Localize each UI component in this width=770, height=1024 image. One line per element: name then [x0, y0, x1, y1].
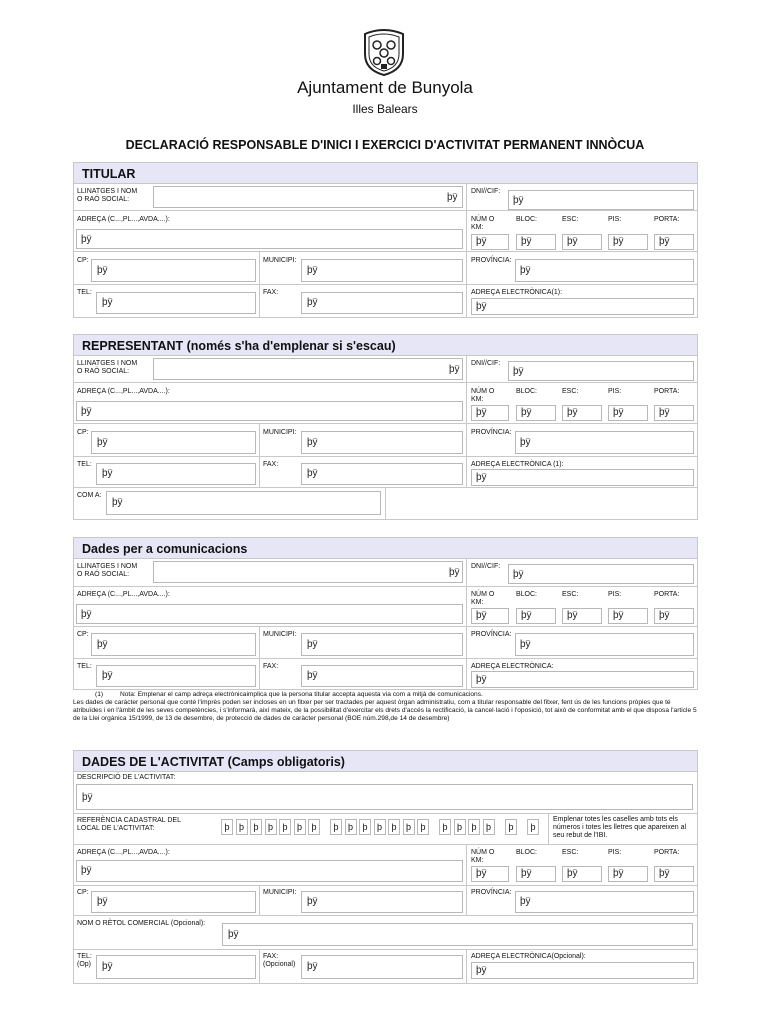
act-esc-label: ESC:: [562, 849, 579, 856]
rep-municipi-input[interactable]: [301, 431, 463, 454]
rep-rao-label: O RAÓ SOCIAL:: [77, 368, 130, 375]
titular-dni-input[interactable]: [508, 190, 694, 210]
rep-fax-value: þÿ: [307, 468, 318, 479]
rep-email-value: þÿ: [476, 472, 487, 483]
rep-cp-label: CP:: [77, 429, 89, 436]
com-tel-value: þÿ: [102, 670, 113, 681]
com-km-label: KM:: [471, 599, 484, 606]
rep-adreca-input[interactable]: [76, 401, 463, 421]
cadastral-char-box-15[interactable]: þ: [439, 819, 451, 835]
com-rao-label: O RAÓ SOCIAL:: [77, 571, 130, 578]
rep-municipi-value: þÿ: [307, 437, 318, 448]
rep-dni-label: DNI//CIF:: [471, 360, 501, 367]
titular-fax-value: þÿ: [307, 297, 318, 308]
rep-com-a-value: þÿ: [112, 497, 123, 508]
cadastral-char-box-17[interactable]: þ: [468, 819, 480, 835]
rep-name-value: þÿ: [449, 364, 460, 375]
rep-municipi-label: MUNICIPI:: [263, 429, 297, 436]
act-fax-input[interactable]: [301, 955, 463, 979]
titular-pis-value: þÿ: [613, 236, 624, 247]
titular-tel-value: þÿ: [102, 297, 113, 308]
titular-pis-label: PIS:: [608, 216, 622, 223]
cadastral-char-box-18[interactable]: þ: [483, 819, 495, 835]
comunicacions-header: [73, 537, 698, 559]
rep-esc-value: þÿ: [567, 407, 578, 418]
rep-email-input[interactable]: [471, 469, 694, 486]
act-porta-value: þÿ: [659, 868, 670, 879]
rep-provincia-label: PROVÍNCIA:: [471, 429, 512, 436]
act-municipi-value: þÿ: [307, 896, 318, 907]
com-porta-label: PORTA:: [654, 591, 680, 598]
com-porta-value: þÿ: [659, 610, 670, 621]
cadastral-char-box-6[interactable]: þ: [294, 819, 306, 835]
nom-retol-input[interactable]: [222, 923, 693, 946]
rep-fax-input[interactable]: [301, 463, 463, 485]
rep-dni-input[interactable]: [508, 361, 694, 381]
rep-com-a-input[interactable]: [106, 491, 381, 515]
titular-km-label: KM:: [471, 224, 484, 231]
rep-llinatges-label: LLINATGES I NOM: [77, 360, 138, 367]
com-dni-label: DNI//CIF:: [471, 563, 501, 570]
com-esc-label: ESC:: [562, 591, 579, 598]
note-number: (1): [95, 691, 104, 698]
com-provincia-value: þÿ: [520, 639, 531, 650]
rep-pis-label: PIS:: [608, 388, 622, 395]
act-tel-op-label: (Op): [77, 961, 91, 968]
com-email-input[interactable]: [471, 671, 694, 688]
com-tel-input[interactable]: [96, 665, 256, 687]
titular-email-input[interactable]: [471, 298, 694, 315]
note-text: Nota: Emplenar el camp adreça electrònicaimplica que la persona titular accepta aquesta via com a mitjà de comunicacions.: [120, 691, 483, 698]
act-municipi-label: MUNICIPI:: [263, 889, 297, 896]
titular-porta-label: PORTA:: [654, 216, 680, 223]
titular-municipi-value: þÿ: [307, 265, 318, 276]
com-pis-value: þÿ: [613, 610, 624, 621]
com-adreca-value: þÿ: [81, 609, 92, 620]
cadastral-char-box-11[interactable]: þ: [374, 819, 386, 835]
titular-name-input[interactable]: [153, 186, 463, 208]
act-esc-value: þÿ: [567, 868, 578, 879]
titular-num-value: þÿ: [476, 236, 487, 247]
municipality-name: Ajuntament de Bunyola: [297, 78, 473, 97]
act-adreca-value: þÿ: [81, 865, 92, 876]
titular-cp-label: CP:: [77, 257, 89, 264]
com-municipi-value: þÿ: [307, 639, 318, 650]
com-dni-value: þÿ: [513, 569, 524, 580]
titular-adreca-input[interactable]: [76, 229, 463, 249]
act-km-label: KM:: [471, 857, 484, 864]
activitat-header: [73, 750, 698, 772]
titular-email-value: þÿ: [476, 301, 487, 312]
cadastral-char-box-13[interactable]: þ: [403, 819, 415, 835]
cadastral-hint: Emplenar totes les caselles amb tots els números i totes les lletres que apareixen al seu rebut de l'IBI.: [553, 816, 687, 839]
descripcio-label: DESCRIPCIÓ DE L'ACTIVITAT:: [77, 774, 176, 781]
municipal-seal-logo: [361, 28, 407, 76]
act-provincia-label: PROVÍNCIA:: [471, 889, 512, 896]
com-bloc-label: BLOC:: [516, 591, 538, 598]
rep-cp-input[interactable]: [91, 431, 256, 454]
cadastral-char-box-7[interactable]: þ: [308, 819, 320, 835]
titular-tel-input[interactable]: [96, 292, 256, 314]
rep-email-label: ADREÇA ELECTRÒNICA (1):: [471, 461, 564, 468]
titular-fax-input[interactable]: [301, 292, 463, 314]
cadastral-char-box-16[interactable]: þ: [454, 819, 466, 835]
act-tel-value: þÿ: [102, 961, 113, 972]
act-fax-label: FAX:: [263, 953, 279, 960]
titular-llinatges-label: LLINATGES I NOM: [77, 188, 138, 195]
nom-retol-label: NOM O RÈTOL COMERCIAL (Opcional):: [77, 920, 206, 927]
com-adreca-label: ADREÇA (C...,PL...,AVDA....):: [77, 591, 170, 598]
act-municipi-input[interactable]: [301, 891, 463, 913]
rep-tel-label: TEL:: [77, 461, 92, 468]
rep-adreca-label: ADREÇA (C...,PL...,AVDA....):: [77, 388, 170, 395]
titular-provincia-value: þÿ: [520, 265, 531, 276]
act-tel-input[interactable]: [96, 955, 256, 979]
act-bloc-value: þÿ: [521, 868, 532, 879]
act-cp-value: þÿ: [97, 896, 108, 907]
act-provincia-value: þÿ: [520, 896, 531, 907]
ref-cad-label-2: LOCAL DE L'ACTIVITAT:: [77, 825, 155, 832]
act-adreca-label: ADREÇA (C...,PL...,AVDA....):: [77, 849, 170, 856]
titular-bloc-label: BLOC:: [516, 216, 538, 223]
cadastral-char-box-19[interactable]: þ: [505, 819, 517, 835]
page-title: DECLARACIÓ RESPONSABLE D'INICI I EXERCICI D'ACTIVITAT PERMANENT INNÒCUA: [125, 138, 645, 152]
cadastral-char-box-14[interactable]: þ: [417, 819, 429, 835]
titular-adreca-value: þÿ: [81, 234, 92, 245]
rep-provincia-input[interactable]: [515, 431, 694, 454]
com-cp-label: CP:: [77, 631, 89, 638]
act-bloc-label: BLOC:: [516, 849, 538, 856]
titular-esc-value: þÿ: [567, 236, 578, 247]
com-municipi-label: MUNICIPI:: [263, 631, 297, 638]
rep-bloc-value: þÿ: [521, 407, 532, 418]
cadastral-char-box-4[interactable]: þ: [265, 819, 277, 835]
com-name-input[interactable]: [153, 561, 463, 583]
cadastral-char-box-12[interactable]: þ: [388, 819, 400, 835]
cadastral-char-box-10[interactable]: þ: [359, 819, 371, 835]
titular-porta-value: þÿ: [659, 236, 670, 247]
titular-municipi-label: MUNICIPI:: [263, 257, 297, 264]
representant-heading: REPRESENTANT (només s'ha d'emplenar si s'escau): [82, 339, 396, 353]
titular-provincia-input[interactable]: [515, 259, 694, 282]
com-fax-label: FAX:: [263, 663, 279, 670]
activitat-heading: DADES DE L'ACTIVITAT (Camps obligatoris): [82, 755, 345, 769]
act-tel-label: TEL:: [77, 953, 92, 960]
com-esc-value: þÿ: [567, 610, 578, 621]
region-name: Illes Balears: [352, 102, 418, 116]
cadastral-char-box-5[interactable]: þ: [279, 819, 291, 835]
com-num-value: þÿ: [476, 610, 487, 621]
titular-tel-label: TEL:: [77, 289, 92, 296]
cadastral-char-box-8[interactable]: þ: [330, 819, 342, 835]
rep-tel-input[interactable]: [96, 463, 256, 485]
rep-cp-value: þÿ: [97, 437, 108, 448]
privacy-text: Les dades de caràcter personal que conté l'imprès poden ser incloses en un fitxer per ser tractades per aquest òrgan administratiu, com a titular responsable del fitxer, fent ús de les funcions pròpies que té atribuïdes i en l'àmbit de les seves competències, i s'informarà, així mateix, de la possibilitat d'exercitar els drets d'accés la rectificació, la cancel·lació i l'oposició, tot això de conformitat amb el que disposa l'article 5 de la Llei orgànica 15/1999, de 13 de desembre, de protecció de dades de caràcter personal (BOE núm.298,de 14 de desembre): [73, 699, 697, 722]
com-email-label: ADREÇA ELECTRÒNICA:: [471, 663, 554, 670]
titular-cp-value: þÿ: [97, 265, 108, 276]
titular-dni-label: DNI//CIF:: [471, 188, 501, 195]
titular-fax-label: FAX:: [263, 289, 279, 296]
com-dni-input[interactable]: [508, 564, 694, 584]
com-llinatges-label: LLINATGES I NOM: [77, 563, 138, 570]
act-num-value: þÿ: [476, 868, 487, 879]
com-adreca-input[interactable]: [76, 604, 463, 624]
act-email-label: ADREÇA ELECTRÒNICA(Opcional):: [471, 953, 586, 960]
cadastral-char-box-9[interactable]: þ: [345, 819, 357, 835]
act-cp-label: CP:: [77, 889, 89, 896]
titular-dni-value: þÿ: [513, 195, 524, 206]
com-num-label: NÚM O: [471, 591, 495, 598]
com-email-value: þÿ: [476, 674, 487, 685]
rep-fax-label: FAX:: [263, 461, 279, 468]
act-porta-label: PORTA:: [654, 849, 680, 856]
titular-adreca-label: ADREÇA (C...,PL...,AVDA....):: [77, 216, 170, 223]
comunicacions-heading: Dades per a comunicacions: [82, 542, 248, 556]
com-pis-label: PIS:: [608, 591, 622, 598]
com-provincia-input[interactable]: [515, 633, 694, 656]
titular-heading: TITULAR: [82, 167, 136, 181]
rep-esc-label: ESC:: [562, 388, 579, 395]
com-cp-input[interactable]: [91, 633, 256, 656]
rep-bloc-label: BLOC:: [516, 388, 538, 395]
titular-bloc-value: þÿ: [521, 236, 532, 247]
rep-porta-value: þÿ: [659, 407, 670, 418]
rep-adreca-value: þÿ: [81, 406, 92, 417]
descripcio-input[interactable]: [76, 784, 693, 810]
titular-cp-input[interactable]: [91, 259, 256, 282]
rep-provincia-value: þÿ: [520, 437, 531, 448]
act-fax-value: þÿ: [307, 961, 318, 972]
titular-name-value: þÿ: [447, 192, 458, 203]
com-municipi-input[interactable]: [301, 633, 463, 656]
rep-num-value: þÿ: [476, 407, 487, 418]
rep-tel-value: þÿ: [102, 468, 113, 479]
rep-km-label: KM:: [471, 396, 484, 403]
act-fax-op-label: (Opcional): [263, 961, 296, 968]
act-num-label: NÚM O: [471, 849, 495, 856]
ref-cad-label-1: REFERÈNCIA CADASTRAL DEL: [77, 817, 181, 824]
com-fax-value: þÿ: [307, 670, 318, 681]
rep-pis-value: þÿ: [613, 407, 624, 418]
act-provincia-input[interactable]: [515, 891, 694, 913]
com-tel-label: TEL:: [77, 663, 92, 670]
nom-retol-value: þÿ: [228, 929, 239, 940]
titular-municipi-input[interactable]: [301, 259, 463, 282]
cadastral-char-box-2[interactable]: þ: [236, 819, 248, 835]
cadastral-char-box-3[interactable]: þ: [250, 819, 262, 835]
representant-header: [73, 334, 698, 356]
com-provincia-label: PROVÍNCIA:: [471, 631, 512, 638]
act-adreca-input[interactable]: [76, 860, 463, 882]
rep-porta-label: PORTA:: [654, 388, 680, 395]
titular-esc-label: ESC:: [562, 216, 579, 223]
cadastral-char-box-20[interactable]: þ: [527, 819, 539, 835]
titular-rao-label: O RAÓ SOCIAL:: [77, 196, 130, 203]
rep-com-a-label: COM A:: [77, 492, 102, 499]
com-bloc-value: þÿ: [521, 610, 532, 621]
titular-num-label: NÚM O: [471, 216, 495, 223]
rep-name-input[interactable]: [153, 358, 463, 380]
act-pis-value: þÿ: [613, 868, 624, 879]
act-email-input[interactable]: [471, 962, 694, 979]
com-fax-input[interactable]: [301, 665, 463, 687]
act-pis-label: PIS:: [608, 849, 622, 856]
act-email-value: þÿ: [476, 965, 487, 976]
descripcio-value: þÿ: [82, 792, 93, 803]
titular-email-label: ADREÇA ELECTRÒNICA(1):: [471, 289, 563, 296]
com-name-value: þÿ: [449, 567, 460, 578]
rep-num-label: NÚM O: [471, 388, 495, 395]
cadastral-char-box-1[interactable]: þ: [221, 819, 233, 835]
titular-provincia-label: PROVÍNCIA:: [471, 257, 512, 264]
com-cp-value: þÿ: [97, 639, 108, 650]
titular-header: [73, 162, 698, 184]
rep-dni-value: þÿ: [513, 366, 524, 377]
act-cp-input[interactable]: [91, 891, 256, 913]
